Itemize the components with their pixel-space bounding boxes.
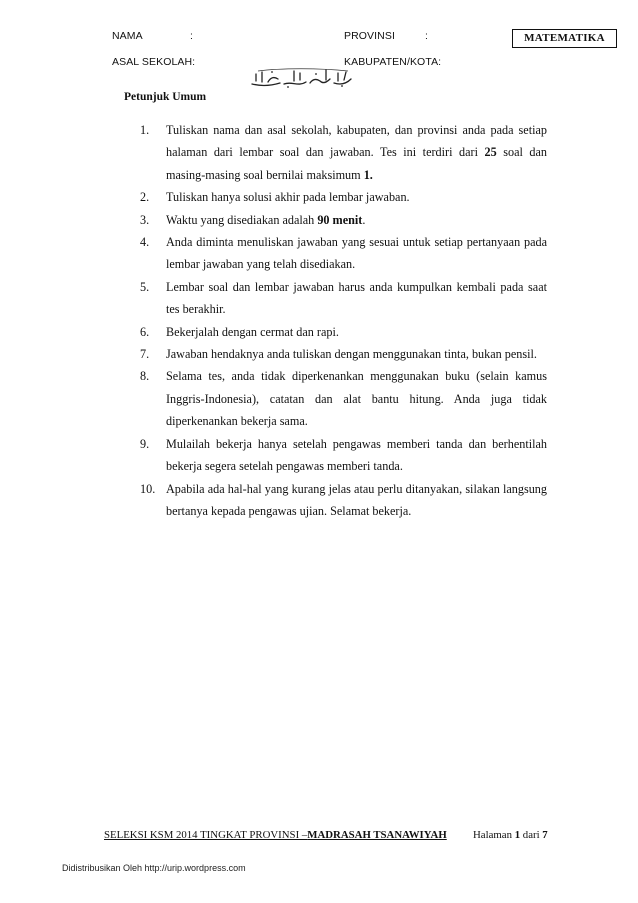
instruction-number: 4.: [140, 235, 150, 250]
instruction-text: soal dan masing-masing soal bernilai maksimum: [166, 145, 548, 182]
provinsi-colon: :: [425, 30, 429, 42]
instruction-text: Tuliskan hanya solusi akhir pada lembar jawaban.: [166, 190, 410, 205]
instruction-item: [140, 276, 547, 321]
instruction-number: 5.: [140, 279, 150, 294]
instruction-number: 3.: [140, 212, 150, 227]
instruction-number: 1.: [140, 123, 150, 137]
instruction-item: [140, 119, 548, 186]
provinsi-label: PROVINSI: [344, 30, 395, 42]
instruction-item: [140, 321, 547, 343]
instruction-text: Tuliskan nama dan asal sekolah, kabupaten, dan provinsi anda pada setiap halaman dari lembar soal dan jawaban. Tes ini terdiri dari: [166, 123, 547, 160]
instruction-bold: 1.: [363, 167, 373, 182]
subject-badge: MATEMATIKA: [512, 29, 617, 48]
nama-label: NAMA: [112, 30, 143, 42]
instruction-item: [140, 478, 547, 523]
instruction-number: 7.: [140, 347, 150, 362]
instruction-item: [140, 433, 547, 478]
instruction-text: Bekerjalah dengan cermat dan rapi.: [166, 324, 339, 339]
instruction-text: Jawaban hendaknya anda tuliskan dengan menggunakan tinta, bukan pensil.: [166, 347, 537, 362]
instruction-bold: 90 menit: [317, 212, 363, 227]
instruction-text: .: [362, 212, 366, 227]
nama-colon: :: [190, 30, 194, 42]
page-indicator: [473, 829, 548, 841]
instruction-number: 6.: [140, 324, 150, 339]
instruction-text: Anda diminta menuliskan jawaban yang sesuai untuk setiap pertanyaan pada lembar jawaban yang telah disediakan.: [166, 235, 547, 272]
instruction-text: Apabila ada hal-hal yang kurang jelas atau perlu ditanyakan, silakan langsung bertanya kepada pengawas ujian. Selamat bekerja.: [166, 481, 547, 518]
dari-label: dari: [522, 829, 540, 841]
instruction-text: Mulailah bekerja hanya setelah pengawas memberi tanda dan berhentilah bekerja segera setelah pengawas memberi tanda.: [166, 436, 547, 474]
section-title: Petunjuk Umum: [124, 91, 207, 103]
asal-sekolah-label: ASAL SEKOLAH:: [112, 56, 196, 68]
bismillah-calligraphy-icon: [250, 67, 353, 89]
footer-title-bold: MADRASAH TSANAWIYAH: [307, 829, 447, 841]
instruction-list: [140, 119, 548, 522]
instruction-number: 2.: [140, 190, 150, 205]
footer-exam-title: [104, 829, 447, 841]
instruction-item: [140, 186, 547, 208]
instruction-number: 10.: [140, 481, 156, 496]
kabupaten-label: KABUPATEN/KOTA:: [344, 56, 442, 68]
instruction-text: Lembar soal dan lembar jawaban harus anda kumpulkan kembali pada saat tes berakhir.: [166, 279, 547, 317]
instruction-text: Waktu yang disediakan adalah: [166, 212, 318, 227]
instruction-bold: 25: [484, 145, 497, 160]
halaman-label: Halaman: [473, 829, 512, 841]
instruction-number: 8.: [140, 369, 150, 384]
total-pages: 7: [542, 829, 548, 841]
instruction-item: [140, 365, 547, 432]
instruction-item: [140, 209, 547, 231]
instruction-item: [140, 231, 547, 276]
footer-title-prefix: SELEKSI KSM 2014 TINGKAT PROVINSI –: [104, 829, 308, 841]
distribution-note: Didistribusikan Oleh http://urip.wordpress.com: [62, 863, 246, 873]
instruction-text: Selama tes, anda tidak diperkenankan menggunakan buku (selain kamus Inggris-Indonesia), catatan dan alat bantu hitung. Anda juga tidak diperkenankan bekerja sama.: [166, 369, 547, 429]
page-number: 1: [514, 829, 521, 841]
instruction-item: [140, 343, 547, 365]
instruction-number: 9.: [140, 436, 150, 451]
